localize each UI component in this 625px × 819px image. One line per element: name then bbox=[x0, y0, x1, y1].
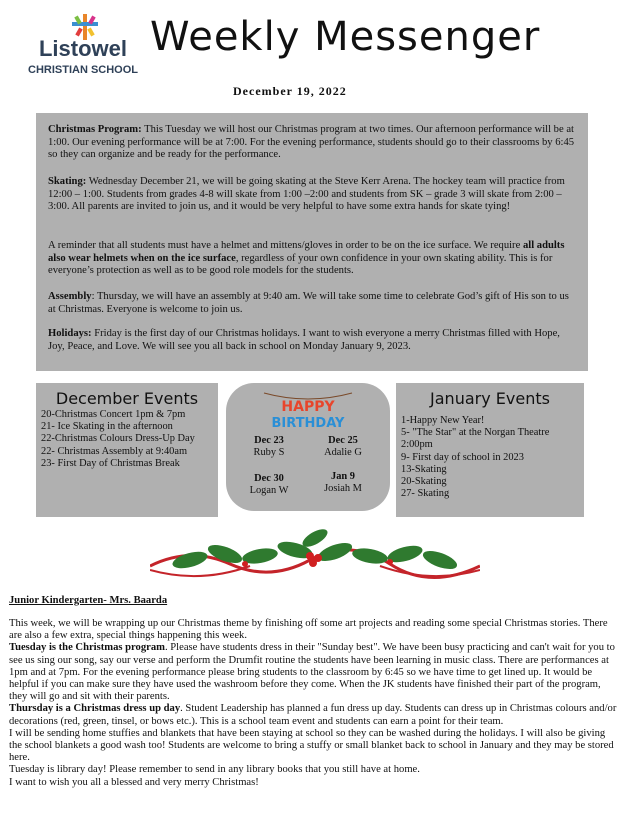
jk-paragraph: Tuesday is library day! Please remember to send in any library books that you still have at home. bbox=[9, 764, 420, 776]
school-logo bbox=[28, 14, 138, 84]
assembly-text: : Thursday, we will have an assembly at 9:40 am. We will take some time to celebrate God’s gift of His son to us at Christmas. Everyone is welcome to join us. bbox=[48, 291, 569, 315]
jk-paragraph: This week, we will be wrapping up our Christmas theme by finishing off some art projects and reading some special Christmas stories. There are also a few extra, special things happening this week. bbox=[9, 618, 608, 642]
jk-paragraph: I will be sending home stuffies and blankets that have been staying at school so they can be washed during the holidays. I will also be giving the school blankets a good wash too! Students are welcome to bring a stuffy or small blanket back to school in January and they may be stored here. bbox=[9, 727, 614, 764]
jk-section-body bbox=[9, 618, 619, 789]
christmas-program-paragraph bbox=[48, 124, 578, 162]
list-item: 13-Skating bbox=[401, 463, 447, 475]
assembly-paragraph bbox=[48, 291, 578, 316]
holly-garland-icon bbox=[150, 526, 480, 590]
birthday-name: Logan W bbox=[249, 485, 289, 496]
skating-text: Wednesday December 21, we will be going skating at the Steve Kerr Arena. The hockey team will practice from 12:00 – 1:00. Students from grades 4-8 will skate from 1:00 –2:00 and students from SK – grade 3 will skate from 2:00 – 3:00. All parents are invited to join us, and it would be very helpful to have some extra hands for skate tying! bbox=[48, 176, 565, 213]
jk-bold-text: Thursday is a Christmas dress up day bbox=[9, 703, 181, 715]
logo-name: Listowel bbox=[38, 36, 127, 61]
birthday-entry bbox=[308, 471, 378, 495]
list-item: 20-Skating bbox=[401, 476, 447, 488]
newsletter-title: Weekly Messenger bbox=[150, 14, 541, 60]
newsletter-date: December 19, 2022 bbox=[233, 84, 347, 98]
jk-section-title: Junior Kindergarten- Mrs. Baarda bbox=[9, 595, 168, 606]
december-events-box bbox=[36, 383, 218, 517]
jk-bold-text: Tuesday is the Christmas program bbox=[9, 642, 165, 654]
list-item: 23- First Day of Christmas Break bbox=[41, 457, 180, 469]
holidays-paragraph bbox=[48, 328, 578, 353]
list-item: 5- "The Star" at the Norgan Theatre 2:00pm bbox=[401, 427, 550, 451]
birthday-name: Adalie G bbox=[324, 447, 362, 458]
list-item: 1-Happy New Year! bbox=[401, 415, 485, 426]
jk-text: . Student Leadership has planned a fun dress up day. Students can dress up in Christmas colours and/or decorations (red, green, tinsel, or bows etc.). This is a school team event and students can earn a point for their team. bbox=[9, 703, 617, 727]
january-events-box bbox=[396, 383, 584, 517]
banner-birthday-text: BIRTHDAY bbox=[271, 416, 345, 431]
list-item: 22- Christmas Assembly at 9:40am bbox=[41, 445, 188, 457]
jk-paragraph bbox=[9, 703, 619, 727]
jk-paragraph: I want to wish you all a blessed and very merry Christmas! bbox=[9, 776, 259, 788]
list-item: 20-Christmas Concert 1pm & 7pm bbox=[41, 409, 186, 420]
january-events-title: January Events bbox=[430, 389, 550, 408]
list-item: 21- Ice Skating in the afternoon bbox=[41, 421, 173, 433]
birthday-entry bbox=[234, 473, 304, 497]
holidays-label: Holidays: bbox=[48, 328, 92, 339]
happy-birthday-banner-icon bbox=[260, 387, 356, 433]
holidays-text: Friday is the first day of our Christmas holidays. I want to wish everyone a merry Christmas filled with Hope, Joy, Peace, and Love. We will see you all back in school on Monday January 9, 2023. bbox=[48, 328, 560, 352]
announcements-box bbox=[36, 113, 588, 371]
christmas-program-text: This Tuesday we will host our Christmas program at two times. Our afternoon performance will be at 1:00. Our evening performance will be at 7:00. For the evening performance, students should go to their classrooms by 6:45 so they can organize and be ready for the performance. bbox=[48, 124, 575, 161]
birthday-name: Josiah M bbox=[324, 483, 362, 494]
birthday-date: Dec 25 bbox=[328, 435, 358, 446]
skating-label: Skating: bbox=[48, 176, 87, 187]
birthday-date: Dec 23 bbox=[254, 435, 284, 446]
christmas-program-label: Christmas Program: bbox=[48, 124, 142, 135]
december-events-title: December Events bbox=[55, 389, 199, 408]
helmet-reminder-text-b: , regardless of your own confidence in your own skating ability. This is for everyone’s protection as well as to be good role models for the students. bbox=[48, 252, 553, 277]
skating-paragraph bbox=[48, 176, 578, 214]
banner-happy-text: HAPPY bbox=[281, 399, 335, 415]
birthdays-box bbox=[226, 383, 390, 511]
helmet-reminder-paragraph bbox=[48, 240, 578, 278]
december-events-list bbox=[41, 409, 217, 470]
jk-text: . Please have students dress in their "Sunday best". We have been busy practicing and can't wait for you to see us sing our song, say our verse and perform the Drumfit routine the students have been learning in music class. There are performances at 1pm and at 7pm. For the evening performance please bring students to the classroom by 6:45 so we have time to get lined up. It would be helpful if you can make sure they have used the washroom before they come. When the JK students have finished their part of the program, they will go and sit with their parents. bbox=[9, 642, 615, 703]
jk-paragraph bbox=[9, 642, 619, 703]
list-item: 22-Christmas Colours Dress-Up Day bbox=[41, 433, 195, 445]
list-item: 9- First day of school in 2023 bbox=[401, 451, 524, 463]
birthday-date: Jan 9 bbox=[331, 471, 355, 482]
assembly-label: Assembly bbox=[48, 291, 92, 302]
logo-subtitle: CHRISTIAN SCHOOL bbox=[28, 64, 138, 76]
helmet-reminder-bold: all adults also wear helmets when on the ice surface bbox=[48, 240, 565, 264]
birthday-entry bbox=[308, 435, 378, 459]
birthday-entry bbox=[234, 435, 304, 459]
birthday-name: Ruby S bbox=[253, 447, 285, 458]
january-events-list bbox=[401, 415, 577, 500]
birthday-date: Dec 30 bbox=[254, 473, 284, 484]
list-item: 27- Skating bbox=[401, 488, 450, 500]
helmet-reminder-text-a: A reminder that all students must have a helmet and mittens/gloves in order to be on the ice surface. We require bbox=[48, 240, 523, 251]
